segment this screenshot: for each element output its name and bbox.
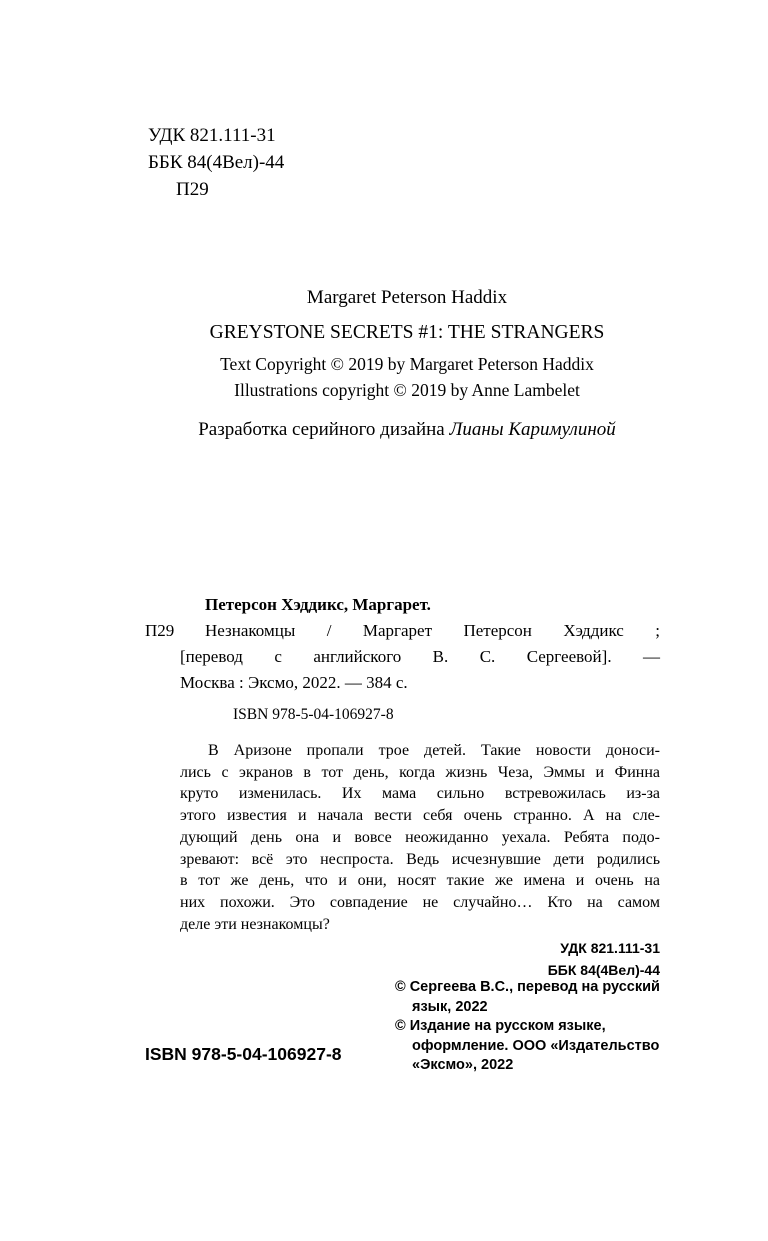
text-copyright-line: Text Copyright © 2019 by Margaret Peterson Haddix <box>220 354 594 374</box>
annotation-line: дующий день она и вовсе неожиданно уехала. Ребята подо- <box>180 828 660 846</box>
annotation-line: В Аризоне пропали трое детей. Такие новости доноси- <box>208 742 660 759</box>
annotation-line: зревают: всё это неспроста. Ведь исчезнувшие дети родились <box>180 850 660 868</box>
bbk-code: ББК 84(4Вел)-44 <box>148 152 285 173</box>
margin-author-sign: П29 <box>145 621 175 640</box>
annotation-line: этого известия и начала вести себя очень странно. А на сле- <box>180 807 660 825</box>
copyright-line: © Издание на русском языке, <box>395 1018 606 1034</box>
annotation-line: в тот же день, что и они, носят такие же имена и очень на <box>180 872 660 890</box>
copyright-line: язык, 2022 <box>412 998 488 1015</box>
card-isbn: ISBN 978-5-04-106927-8 <box>233 706 394 723</box>
original-edition-block <box>77 286 737 443</box>
design-credit-name: Лианы Каримулиной <box>449 419 616 440</box>
bbk-code-right: ББК 84(4Вел)-44 <box>547 962 660 979</box>
udk-code-right: УДК 821.111-31 <box>560 940 660 957</box>
annotation-line: круто изменилась. Их мама сильно встревожилась из-за <box>180 785 660 803</box>
illustrations-copyright-line: Illustrations copyright © 2019 by Anne Lambelet <box>234 380 580 400</box>
original-title: GREYSTONE SECRETS #1: THE STRANGERS <box>209 322 605 343</box>
udk-code: УДК 821.111-31 <box>148 125 276 146</box>
copyright-notices <box>395 978 690 1076</box>
original-author: Margaret Peterson Haddix <box>306 287 508 308</box>
right-cataloguing-codes <box>180 937 660 981</box>
bibliographic-card <box>145 592 660 981</box>
card-description-line: [перевод с английского В. С. Сергеевой]. — <box>180 647 660 666</box>
card-description-line: Незнакомцы / Маргарет Петерсон Хэддикс ; <box>205 621 660 640</box>
annotation-line: деле эти незнакомцы? <box>180 915 330 933</box>
isbn-bottom: ISBN 978-5-04-106927-8 <box>145 1044 342 1064</box>
design-credit-prefix: Разработка серийного дизайна <box>198 419 450 440</box>
annotation <box>180 740 660 935</box>
top-cataloguing-codes <box>148 122 284 203</box>
copyright-line: оформление. ООО «Издательство <box>412 1037 660 1054</box>
copyright-line: «Эксмо», 2022 <box>412 1057 514 1073</box>
card-author-heading: Петерсон Хэддикс, Маргарет. <box>205 595 431 614</box>
series-design-credit <box>77 417 737 443</box>
card-description-line: Москва : Эксмо, 2022. — 384 с. <box>180 673 408 692</box>
annotation-line: них похожи. Это совпадение не случайно… Кто на самом <box>180 893 660 911</box>
copyright-line: © Сергеева В.С., перевод на русский <box>395 979 660 995</box>
author-sign-code: П29 <box>176 179 209 200</box>
annotation-line: лись с экранов в тот день, когда жизнь Чеза, Эммы и Финна <box>180 763 660 781</box>
